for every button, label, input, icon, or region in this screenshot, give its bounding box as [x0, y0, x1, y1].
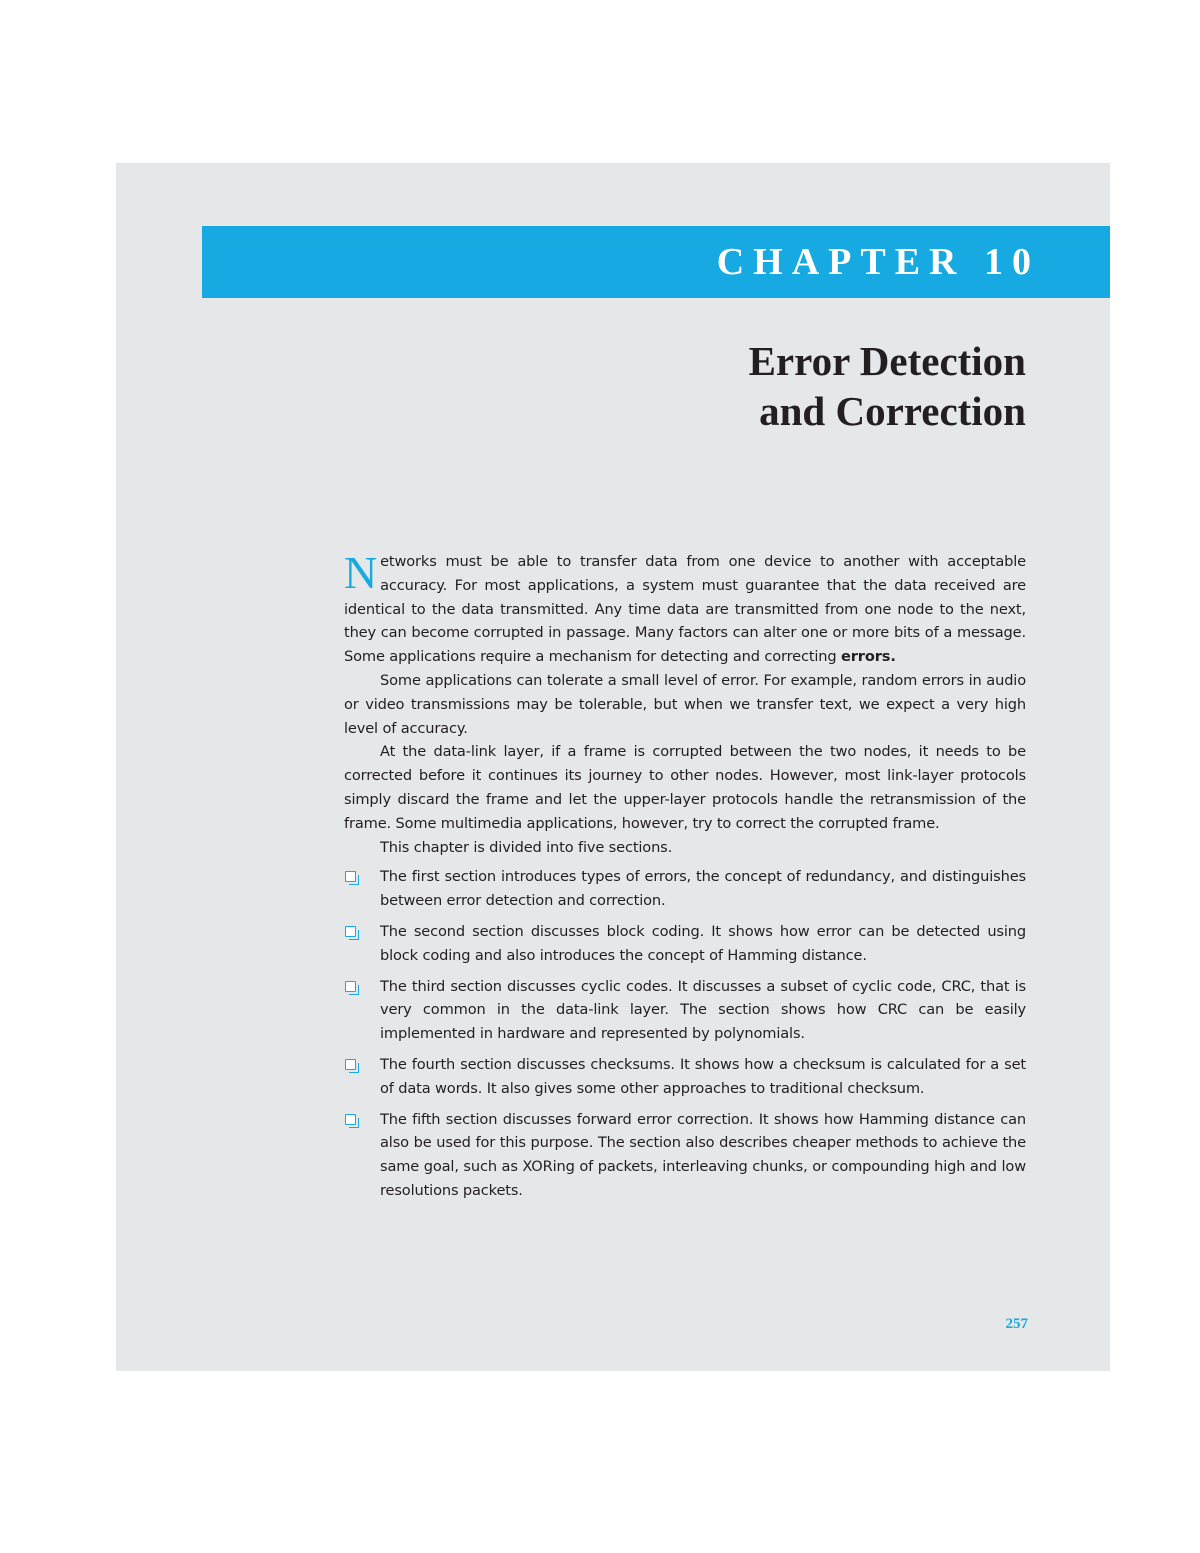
list-item-text: The third section discusses cyclic codes. It discusses a subset of cyclic code, CRC, that is very common in the data-link layer. The section shows how CRC can be easily implemented in hardware and represented by polynomials. [380, 977, 1026, 1043]
checkbox-bullet-icon [345, 926, 356, 937]
paragraph-4: This chapter is divided into five sections. [380, 838, 673, 856]
checkbox-bullet-icon [345, 981, 356, 992]
section-list [344, 865, 1026, 1202]
list-item-text: The fourth section discusses checksums. It shows how a checksum is calculated for a set of data words. It also gives some other approaches to traditional checksum. [380, 1055, 1026, 1097]
intro-text: etworks must be able to transfer data from one device to another with acceptable accuracy. For most applications, a system must guarantee that the data received are identical to the data transmitted. Any time data are transmitted from one node to the next, they can become corrupted in passage. Many factors can alter one or more bits of a message. Some applications require a mechanism for detecting and correcting [344, 553, 1026, 666]
list-item [344, 1108, 1026, 1203]
list-item [344, 865, 1026, 913]
chapter-intro-text [344, 547, 1026, 1210]
checkbox-bullet-icon [345, 871, 356, 882]
paragraph-3: At the data-link layer, if a frame is corrupted between the two nodes, it needs to be corrected before it continues its journey to other nodes. However, most link-layer protocols simply discard the frame and let the upper-layer protocols handle the retransmission of the frame. Some multimedia applications, however, try to correct the corrupted frame. [344, 743, 1026, 832]
intro-keyword: errors [841, 648, 891, 666]
chapter-banner [202, 226, 1110, 298]
list-item-text: The fifth section discusses forward error correction. It shows how Hamming distance can also be used for this purpose. The section also describes cheaper methods to achieve the same goal, such as XORing of packets, interleaving chunks, or compounding high and low resolutions packets. [380, 1110, 1026, 1199]
chapter-title-line-1: Error Detection [748, 338, 1026, 384]
list-item-text: The first section introduces types of errors, the concept of redundancy, and distinguishes between error detection and correction. [380, 868, 1026, 910]
page-number: 257 [1005, 1316, 1028, 1332]
intro-end: . [890, 648, 896, 666]
list-item [344, 1053, 1026, 1101]
paragraph-2: Some applications can tolerate a small level of error. For example, random errors in audio or video transmissions may be tolerable, but when we transfer text, we expect a very high level of accuracy. [344, 671, 1026, 737]
chapter-title-line-2: and Correction [759, 388, 1026, 434]
drop-cap: N [344, 547, 378, 598]
checkbox-bullet-icon [345, 1114, 356, 1125]
chapter-label: CHAPTER 10 [716, 241, 1040, 283]
list-item-text: The second section discusses block coding. It shows how error can be detected using block coding and also introduces the concept of Hamming distance. [380, 922, 1026, 964]
list-item [344, 920, 1026, 968]
intro-paragraph [344, 547, 1026, 669]
chapter-title [749, 336, 1026, 436]
checkbox-bullet-icon [345, 1059, 356, 1070]
list-item [344, 975, 1026, 1046]
